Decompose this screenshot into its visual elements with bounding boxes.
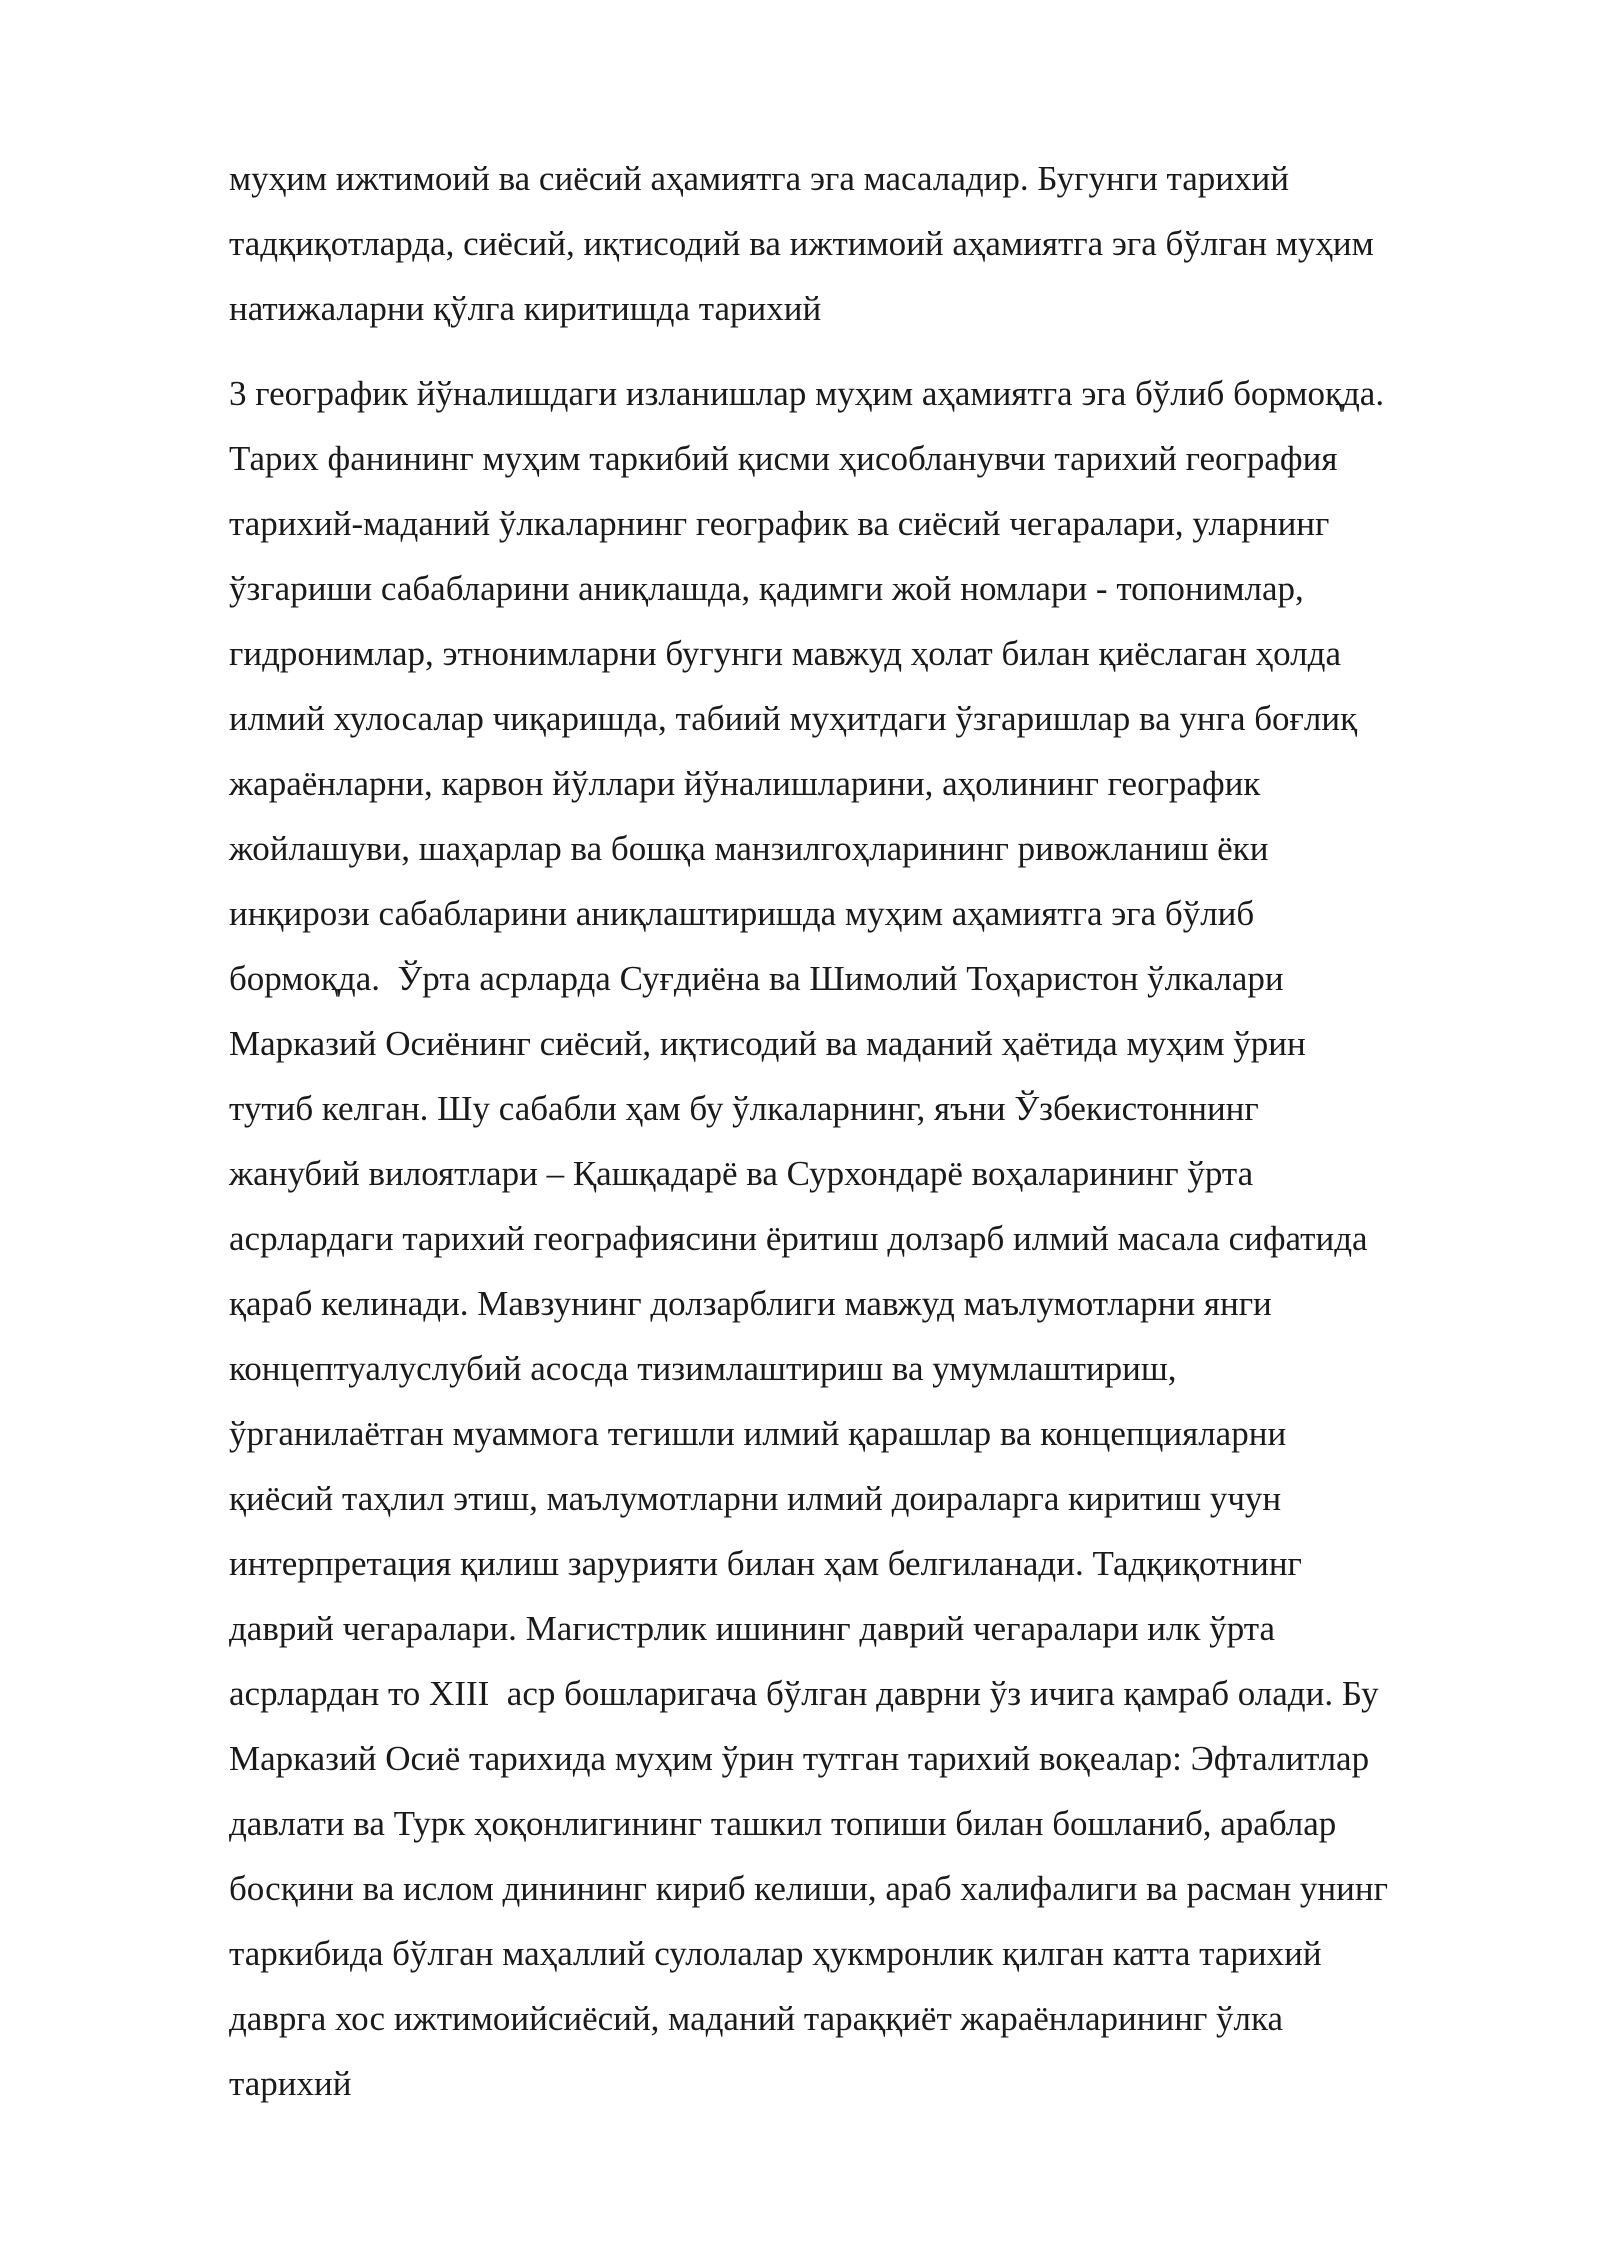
text-line: асрлардаги тарихий географиясини ёритиш долзарб илмий масала сифатида bbox=[229, 1219, 1368, 1258]
text-line: жойлашуви, шаҳарлар ва бошқа манзилгоҳларининг ривожланиш ёки bbox=[229, 829, 1269, 868]
text-line: илмий хулосалар чиқаришда, табиий муҳитдаги ўзгаришлар ва унга боғлиқ bbox=[229, 699, 1358, 738]
text-line: таркибида бўлган маҳаллий сулолалар ҳукмронлик қилган катта тарихий bbox=[229, 1934, 1322, 1973]
text-line: ўрганилаётган муаммога тегишли илмий қарашлар ва концепцияларни bbox=[229, 1414, 1287, 1453]
text-line: концептуалуслубий асосда тизимлаштириш ва умумлаштириш, bbox=[229, 1349, 1177, 1388]
text-line: тарихий-маданий ўлкаларнинг географик ва сиёсий чегаралари, уларнинг bbox=[229, 504, 1330, 543]
text-line: гидронимлар, этнонимларни бугунги мавжуд ҳолат билан қиёслаган ҳолда bbox=[229, 634, 1341, 673]
text-line: жанубий вилоятлари – Қашқадарё ва Сурхондарё воҳаларининг ўрта bbox=[229, 1154, 1254, 1193]
text-line: бормоқда. Ўрта асрларда Суғдиёна ва Шимолий Тоҳаристон ўлкалари bbox=[229, 959, 1284, 998]
text-line: тадқиқотларда, сиёсий, иқтисодий ва ижтимоий аҳамиятга эга бўлган муҳим bbox=[229, 224, 1374, 263]
text-line: Марказий Осиё тарихида муҳим ўрин тутган тарихий воқеалар: Эфталитлар bbox=[229, 1739, 1370, 1778]
text-line: жараёнларни, карвон йўллари йўналишларини, аҳолининг географик bbox=[229, 764, 1261, 803]
text-line: давлати ва Турк ҳоқонлигининг ташкил топиши билан бошланиб, араблар bbox=[229, 1804, 1337, 1843]
text-line: Тарих фанининг муҳим таркибий қисми ҳисобланувчи тарихий география bbox=[229, 439, 1338, 478]
text-line: 3 географик йўналишдаги изланишлар муҳим аҳамиятга эга бўлиб бормоқда. bbox=[229, 374, 1385, 413]
text-line: даврга хос ижтимоийсиёсий, маданий тараққиёт жараёнларининг ўлка bbox=[229, 1999, 1284, 2038]
text-line: қиёсий таҳлил этиш, маълумотларни илмий доираларга киритиш учун bbox=[229, 1479, 1282, 1518]
text-line: асрлардан то XIII аср бошларигача бўлган даврни ўз ичига қамраб олади. Бу bbox=[229, 1674, 1379, 1713]
paragraph-2 bbox=[229, 361, 1489, 2116]
text-line: қараб келинади. Мавзунинг долзарблиги мавжуд маълумотларни янги bbox=[229, 1284, 1272, 1323]
text-line: Марказий Осиёнинг сиёсий, иқтисодий ва маданий ҳаётида муҳим ўрин bbox=[229, 1024, 1306, 1063]
text-line: тутиб келган. Шу сабабли ҳам бу ўлкаларнинг, яъни Ўзбекистоннинг bbox=[229, 1089, 1259, 1128]
text-line: инқирози сабабларини аниқлаштиришда муҳим аҳамиятга эга бўлиб bbox=[229, 894, 1255, 933]
text-line: босқини ва ислом динининг кириб келиши, араб халифалиги ва расман унинг bbox=[229, 1869, 1388, 1908]
text-line: ўзгариши сабабларини аниқлашда, қадимги жой номлари - топонимлар, bbox=[229, 569, 1304, 608]
text-line: натижаларни қўлга киритишда тарихий bbox=[229, 289, 822, 328]
paragraph-1 bbox=[229, 146, 1489, 341]
text-line: муҳим ижтимоий ва сиёсий аҳамиятга эга масаладир. Бугунги тарихий bbox=[229, 159, 1289, 198]
text-line: интерпретация қилиш зарурияти билан ҳам белгиланади. Тадқиқотнинг bbox=[229, 1544, 1302, 1583]
text-line: даврий чегаралари. Магистрлик ишининг даврий чегаралари илк ўрта bbox=[229, 1609, 1276, 1648]
text-line: тарихий bbox=[229, 2064, 352, 2103]
